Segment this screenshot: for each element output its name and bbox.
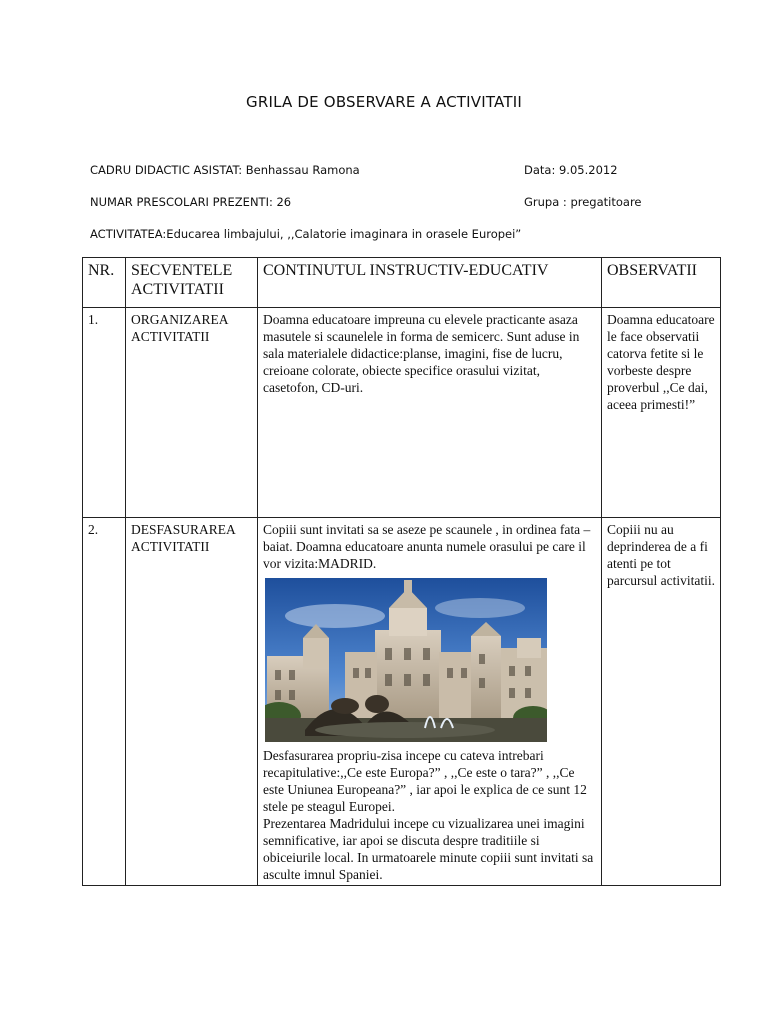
activity-line: ACTIVITATEA:Educarea limbajului, ,,Calatorie imaginara in orasele Europei” — [90, 227, 522, 241]
observation-table — [82, 257, 721, 886]
content-paragraph: Copiii sunt invitati sa se aseze pe scaunele , in ordinea fata –baiat. Doamna educatoare anunta numele orasului pe care il vor vizita:MADRID. — [263, 522, 591, 571]
row-sequence: ORGANIZAREA ACTIVITATII — [126, 308, 258, 518]
table-header-row — [83, 258, 721, 308]
row-number: 2. — [83, 518, 126, 886]
content-paragraph: Desfasurarea propriu-zisa incepe cu cateva intrebari recapitulative:,,Ce este Europa?” , ,,Ce este o tara?” , ,,Ce este Uniunea Europeana?” , iar apoi le explica de ce sunt 12 stele pe steagul Europei. — [263, 748, 587, 814]
page-title: GRILA DE OBSERVARE A ACTIVITATII — [246, 93, 522, 111]
row-observations: Doamna educatoare le face observatii catorva fetite si le vorbeste despre proverbul ,,Ce dai, aceea primesti!” — [602, 308, 721, 518]
table-row — [83, 308, 721, 518]
cadru-didactic-line: CADRU DIDACTIC ASISTAT: Benhassau Ramona — [90, 163, 360, 177]
group-line: Grupa : pregatitoare — [524, 195, 642, 209]
row-sequence: DESFASURAREA ACTIVITATII — [126, 518, 258, 886]
table-row — [83, 518, 721, 886]
content-paragraph: Prezentarea Madridului incepe cu vizualizarea unei imagini semnificative, iar apoi se discuta despre traditiile si obiceiurile local. In urmatoarele minute copiii sunt invitati sa asculte imnul Spaniei. — [263, 816, 594, 882]
header-observatii: OBSERVATII — [602, 258, 721, 308]
content-paragraph: Doamna educatoare impreuna cu elevele practicante asaza masutele si scaunelele in forma de semicerc. Sunt aduse in sala materialele didactice:planse, imagini, fise de lucru, creioane colorate, obiecte specifice orasului vizitat, casetofon, CD-uri. — [263, 312, 580, 395]
header-secvente: SECVENTELE ACTIVITATII — [126, 258, 258, 308]
row-content — [258, 308, 602, 518]
madrid-palace-photo — [265, 578, 547, 742]
row-observations: Copiii nu au deprinderea de a fi atenti pe tot parcursul activitatii. — [602, 518, 721, 886]
header-continut: CONTINUTUL INSTRUCTIV-EDUCATIV — [258, 258, 602, 308]
children-count-line: NUMAR PRESCOLARI PREZENTI: 26 — [90, 195, 292, 209]
date-line: Data: 9.05.2012 — [524, 163, 618, 177]
header-nr: NR. — [83, 258, 126, 308]
row-content — [258, 518, 602, 886]
row-number: 1. — [83, 308, 126, 518]
